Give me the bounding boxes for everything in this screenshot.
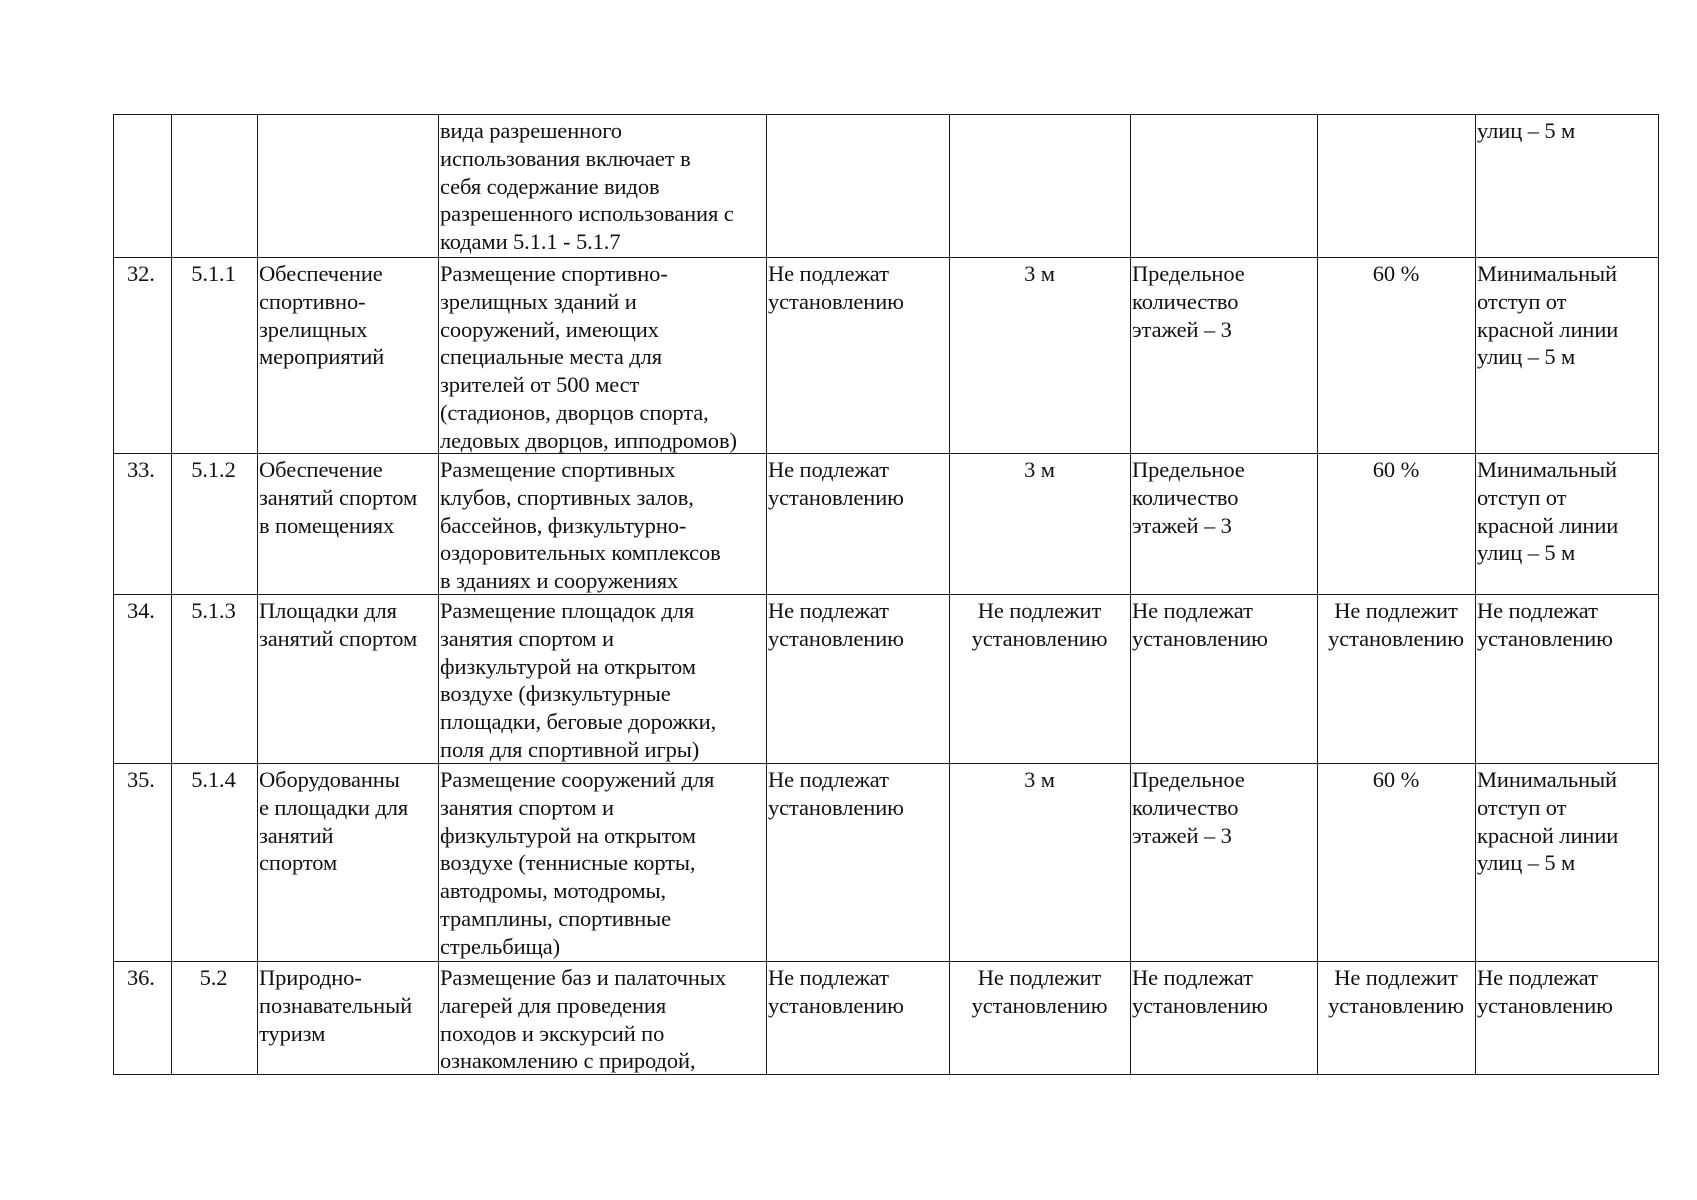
other-params-cell: Не подлежат установлению <box>1475 594 1659 764</box>
row-number-cell: 34. <box>113 594 172 764</box>
plot-size-cell: Не подлежат установлению <box>766 453 950 595</box>
use-code-cell: 5.1.2 <box>171 453 258 595</box>
setback-cell: Не подлежит установлению <box>949 961 1131 1075</box>
coverage-percent-cell: 60 % <box>1317 453 1476 595</box>
use-code-cell: 5.1.4 <box>171 763 258 962</box>
use-description-cell: Размещение баз и палаточных лагерей для проведения походов и экскурсий по ознакомлению с природой, <box>438 961 767 1075</box>
floors-limit-cell <box>1130 114 1318 258</box>
setback-cell: 3 м <box>949 257 1131 454</box>
setback-cell: Не подлежит установлению <box>949 594 1131 764</box>
floors-limit-cell: Не подлежат установлению <box>1130 594 1318 764</box>
coverage-percent-cell: 60 % <box>1317 257 1476 454</box>
row-number-cell <box>113 114 172 258</box>
floors-limit-cell: Не подлежат установлению <box>1130 961 1318 1075</box>
plot-size-cell: Не подлежат установлению <box>766 961 950 1075</box>
coverage-percent-cell: Не подлежит установлению <box>1317 961 1476 1075</box>
floors-limit-cell: Предельное количество этажей – 3 <box>1130 763 1318 962</box>
other-params-cell: Минимальный отступ от красной линии улиц – 5 м <box>1475 453 1659 595</box>
use-name-cell: Обеспечение занятий спортом в помещениях <box>257 453 439 595</box>
coverage-percent-cell: 60 % <box>1317 763 1476 962</box>
use-name-cell: Площадки для занятий спортом <box>257 594 439 764</box>
other-params-cell: улиц – 5 м <box>1475 114 1659 258</box>
setback-cell: 3 м <box>949 453 1131 595</box>
row-number-cell: 35. <box>113 763 172 962</box>
row-number-cell: 32. <box>113 257 172 454</box>
use-name-cell <box>257 114 439 258</box>
plot-size-cell: Не подлежат установлению <box>766 763 950 962</box>
use-description-cell: Размещение сооружений для занятия спортом и физкультурой на открытом воздухе (теннисные корты, автодромы, мотодромы, трамплины, спортивные стрельбища) <box>438 763 767 962</box>
use-description-cell: Размещение спортивных клубов, спортивных залов, бассейнов, физкультурно- оздоровительных комплексов в зданиях и сооружениях <box>438 453 767 595</box>
use-code-cell <box>171 114 258 258</box>
row-number-cell: 36. <box>113 961 172 1075</box>
use-name-cell: Природно- познавательный туризм <box>257 961 439 1075</box>
setback-cell <box>949 114 1131 258</box>
setback-cell: 3 м <box>949 763 1131 962</box>
use-name-cell: Оборудованны е площадки для занятий спортом <box>257 763 439 962</box>
use-code-cell: 5.2 <box>171 961 258 1075</box>
use-code-cell: 5.1.1 <box>171 257 258 454</box>
use-code-cell: 5.1.3 <box>171 594 258 764</box>
row-number-cell: 33. <box>113 453 172 595</box>
use-name-cell: Обеспечение спортивно- зрелищных мероприятий <box>257 257 439 454</box>
plot-size-cell <box>766 114 950 258</box>
floors-limit-cell: Предельное количество этажей – 3 <box>1130 257 1318 454</box>
use-description-cell: вида разрешенного использования включает в себя содержание видов разрешенного использования с кодами 5.1.1 - 5.1.7 <box>438 114 767 258</box>
coverage-percent-cell <box>1317 114 1476 258</box>
floors-limit-cell: Предельное количество этажей – 3 <box>1130 453 1318 595</box>
other-params-cell: Не подлежат установлению <box>1475 961 1659 1075</box>
other-params-cell: Минимальный отступ от красной линии улиц – 5 м <box>1475 257 1659 454</box>
plot-size-cell: Не подлежат установлению <box>766 257 950 454</box>
coverage-percent-cell: Не подлежит установлению <box>1317 594 1476 764</box>
other-params-cell: Минимальный отступ от красной линии улиц – 5 м <box>1475 763 1659 962</box>
use-description-cell: Размещение спортивно- зрелищных зданий и сооружений, имеющих специальные места для зрителей от 500 мест (стадионов, дворцов спорта, ледовых дворцов, ипподромов) <box>438 257 767 454</box>
plot-size-cell: Не подлежат установлению <box>766 594 950 764</box>
use-description-cell: Размещение площадок для занятия спортом и физкультурой на открытом воздухе (физкультурные площадки, беговые дорожки, поля для спортивной игры) <box>438 594 767 764</box>
